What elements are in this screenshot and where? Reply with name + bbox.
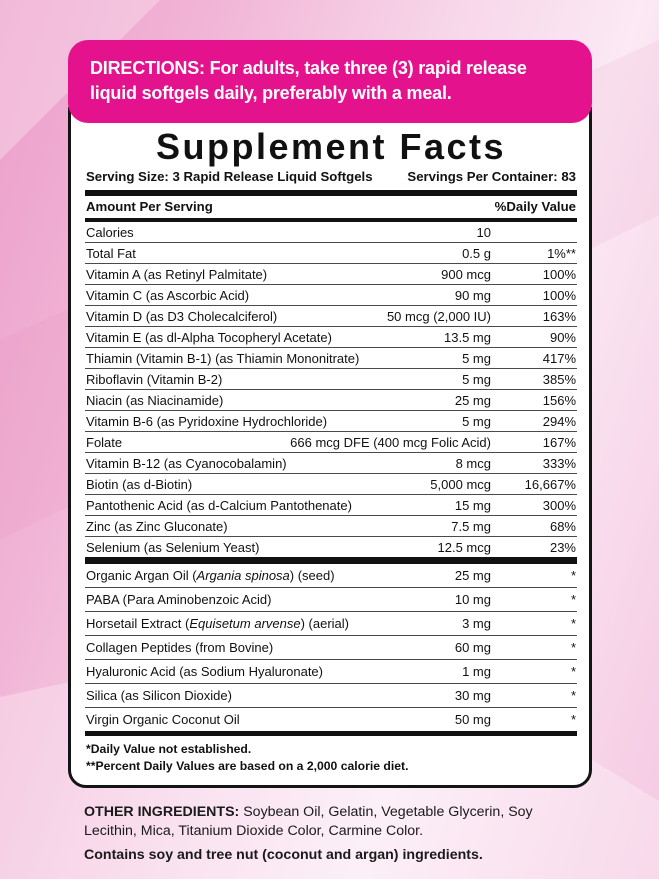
table-row [85,263,577,284]
ingredient-amount: 50 mg [454,712,491,728]
table-row [85,587,577,611]
ingredient-amount: 1 mg [462,664,491,680]
ingredient-amount: 10 [476,224,491,240]
ingredient-amount: 5,000 mcg [430,476,491,492]
ingredient-daily-value: 100% [542,287,576,303]
ingredient-name: Silica (as Silicon Dioxide) [86,688,232,704]
ingredient-name: Vitamin C (as Ascorbic Acid) [86,287,250,303]
table-row [85,410,577,431]
ingredient-amount: 15 mg [454,497,491,513]
ingredient-daily-value: 333% [542,455,576,471]
ingredient-name: Selenium (as Selenium Yeast) [86,539,260,555]
ingredient-amount: 50 mcg (2,000 IU) [386,308,491,324]
ingredient-name: Niacin (as Niacinamide) [86,392,224,408]
table-header [85,196,577,218]
table-row [85,368,577,389]
ingredient-amount: 5 mg [462,371,491,387]
table-row [85,326,577,347]
facts-table-blend [85,564,577,731]
divider-thick [85,557,577,564]
ingredient-daily-value: * [570,640,576,656]
ingredient-amount: 30 mg [454,688,491,704]
directions-box [68,40,592,123]
ingredient-name: PABA (Para Aminobenzoic Acid) [86,592,272,608]
ingredient-name: Collagen Peptides (from Bovine) [86,640,274,656]
footnote-daily-value: *Daily Value not established. [86,742,252,757]
ingredient-amount: 3 mg [462,616,491,632]
ingredient-name: Total Fat [86,245,136,261]
serving-info [86,169,576,184]
serving-size: Serving Size: 3 Rapid Release Liquid Softgels [86,169,373,185]
ingredient-daily-value: 156% [542,392,576,408]
ingredient-amount: 10 mg [454,592,491,608]
directions-line-2: liquid softgels daily, preferably with a meal. [90,82,452,103]
ingredient-amount: 60 mg [454,640,491,656]
ingredient-amount: 666 mcg DFE (400 mcg Folic Acid) [290,434,491,450]
table-row [85,611,577,635]
table-row [85,473,577,494]
ingredient-name: Vitamin E (as dl-Alpha Tocopheryl Acetate) [86,329,332,345]
ingredient-name: Pantothenic Acid (as d-Calcium Pantothenate) [86,497,352,513]
table-row [85,494,577,515]
table-row [85,242,577,263]
ingredient-name: Horsetail Extract (Equisetum arvense) (aerial) [86,616,349,632]
ingredient-name: Biotin (as d-Biotin) [86,476,193,492]
table-row [85,222,577,242]
ingredient-amount: 25 mg [454,392,491,408]
ingredient-daily-value: 16,667% [524,476,576,492]
facts-table-main [85,222,577,557]
ingredient-name: Vitamin B-6 (as Pyridoxine Hydrochloride) [86,413,328,429]
footnote-percent-dv: **Percent Daily Values are based on a 2,000 calorie diet. [86,758,409,773]
ingredient-amount: 8 mcg [455,455,491,471]
table-row [85,452,577,473]
footnotes [85,736,577,781]
supplement-facts-title: Supplement Facts [155,125,507,167]
table-row [85,564,577,587]
ingredient-amount: 5 mg [462,350,491,366]
table-row [85,284,577,305]
daily-value-header: %Daily Value [494,199,576,215]
table-row [85,635,577,659]
other-ingredients-label: OTHER INGREDIENTS: [84,804,240,821]
ingredient-daily-value: * [570,568,576,584]
ingredient-daily-value: 163% [542,308,576,324]
table-row [85,536,577,557]
allergen-statement: Contains soy and tree nut (coconut and argan) ingredients. [84,846,483,863]
ingredient-name: Vitamin A (as Retinyl Palmitate) [86,266,268,282]
other-ingredients [84,803,586,840]
table-row [85,659,577,683]
ingredient-daily-value: 1%** [547,245,576,261]
ingredient-name: Zinc (as Zinc Gluconate) [86,518,228,534]
ingredient-amount: 0.5 g [462,245,491,261]
ingredient-daily-value: * [570,592,576,608]
ingredient-daily-value: * [570,688,576,704]
ingredient-amount: 25 mg [454,568,491,584]
table-row [85,431,577,452]
ingredient-amount: 12.5 mcg [437,539,491,555]
ingredient-name: Virgin Organic Coconut Oil [86,712,240,728]
table-row [85,389,577,410]
ingredient-daily-value: * [570,712,576,728]
ingredient-daily-value: 68% [549,518,576,534]
ingredient-name: Folate [86,434,123,450]
table-row [85,683,577,707]
amount-per-serving-header: Amount Per Serving [86,199,213,215]
directions-line-1: DIRECTIONS: For adults, take three (3) rapid release [90,58,527,78]
ingredient-daily-value: * [570,616,576,632]
other-ingredients-text: Soybean Oil, Gelatin, Vegetable Glycerin, Soy Lecithin, Mica, Titanium Dioxide Color, Carmine Color. [84,804,533,840]
ingredient-daily-value: 385% [542,371,576,387]
ingredient-daily-value: 294% [542,413,576,429]
ingredient-amount: 13.5 mg [444,329,491,345]
ingredient-daily-value: 300% [542,497,576,513]
ingredient-daily-value: * [570,664,576,680]
ingredient-amount: 90 mg [454,287,491,303]
ingredient-daily-value: 23% [549,539,576,555]
label-column [68,40,592,863]
ingredient-amount: 7.5 mg [451,518,491,534]
table-row [85,707,577,731]
ingredient-name: Organic Argan Oil (Argania spinosa) (seed) [86,568,335,584]
supplement-facts-panel [68,107,592,789]
ingredient-name: Thiamin (Vitamin B-1) (as Thiamin Mononitrate) [86,350,360,366]
ingredient-name: Hyaluronic Acid (as Sodium Hyaluronate) [86,664,323,680]
servings-per-container: Servings Per Container: 83 [407,169,576,185]
ingredient-name: Vitamin D (as D3 Cholecalciferol) [86,308,278,324]
ingredient-daily-value: 167% [542,434,576,450]
ingredient-daily-value: 100% [542,266,576,282]
table-row [85,347,577,368]
ingredient-name: Vitamin B-12 (as Cyanocobalamin) [86,455,287,471]
table-row [85,515,577,536]
ingredient-name: Riboflavin (Vitamin B-2) [86,371,223,387]
ingredient-amount: 5 mg [462,413,491,429]
table-row [85,305,577,326]
ingredient-name: Calories [86,224,134,240]
ingredient-amount: 900 mcg [441,266,491,282]
ingredient-daily-value: 417% [542,350,576,366]
ingredient-daily-value: 90% [549,329,576,345]
